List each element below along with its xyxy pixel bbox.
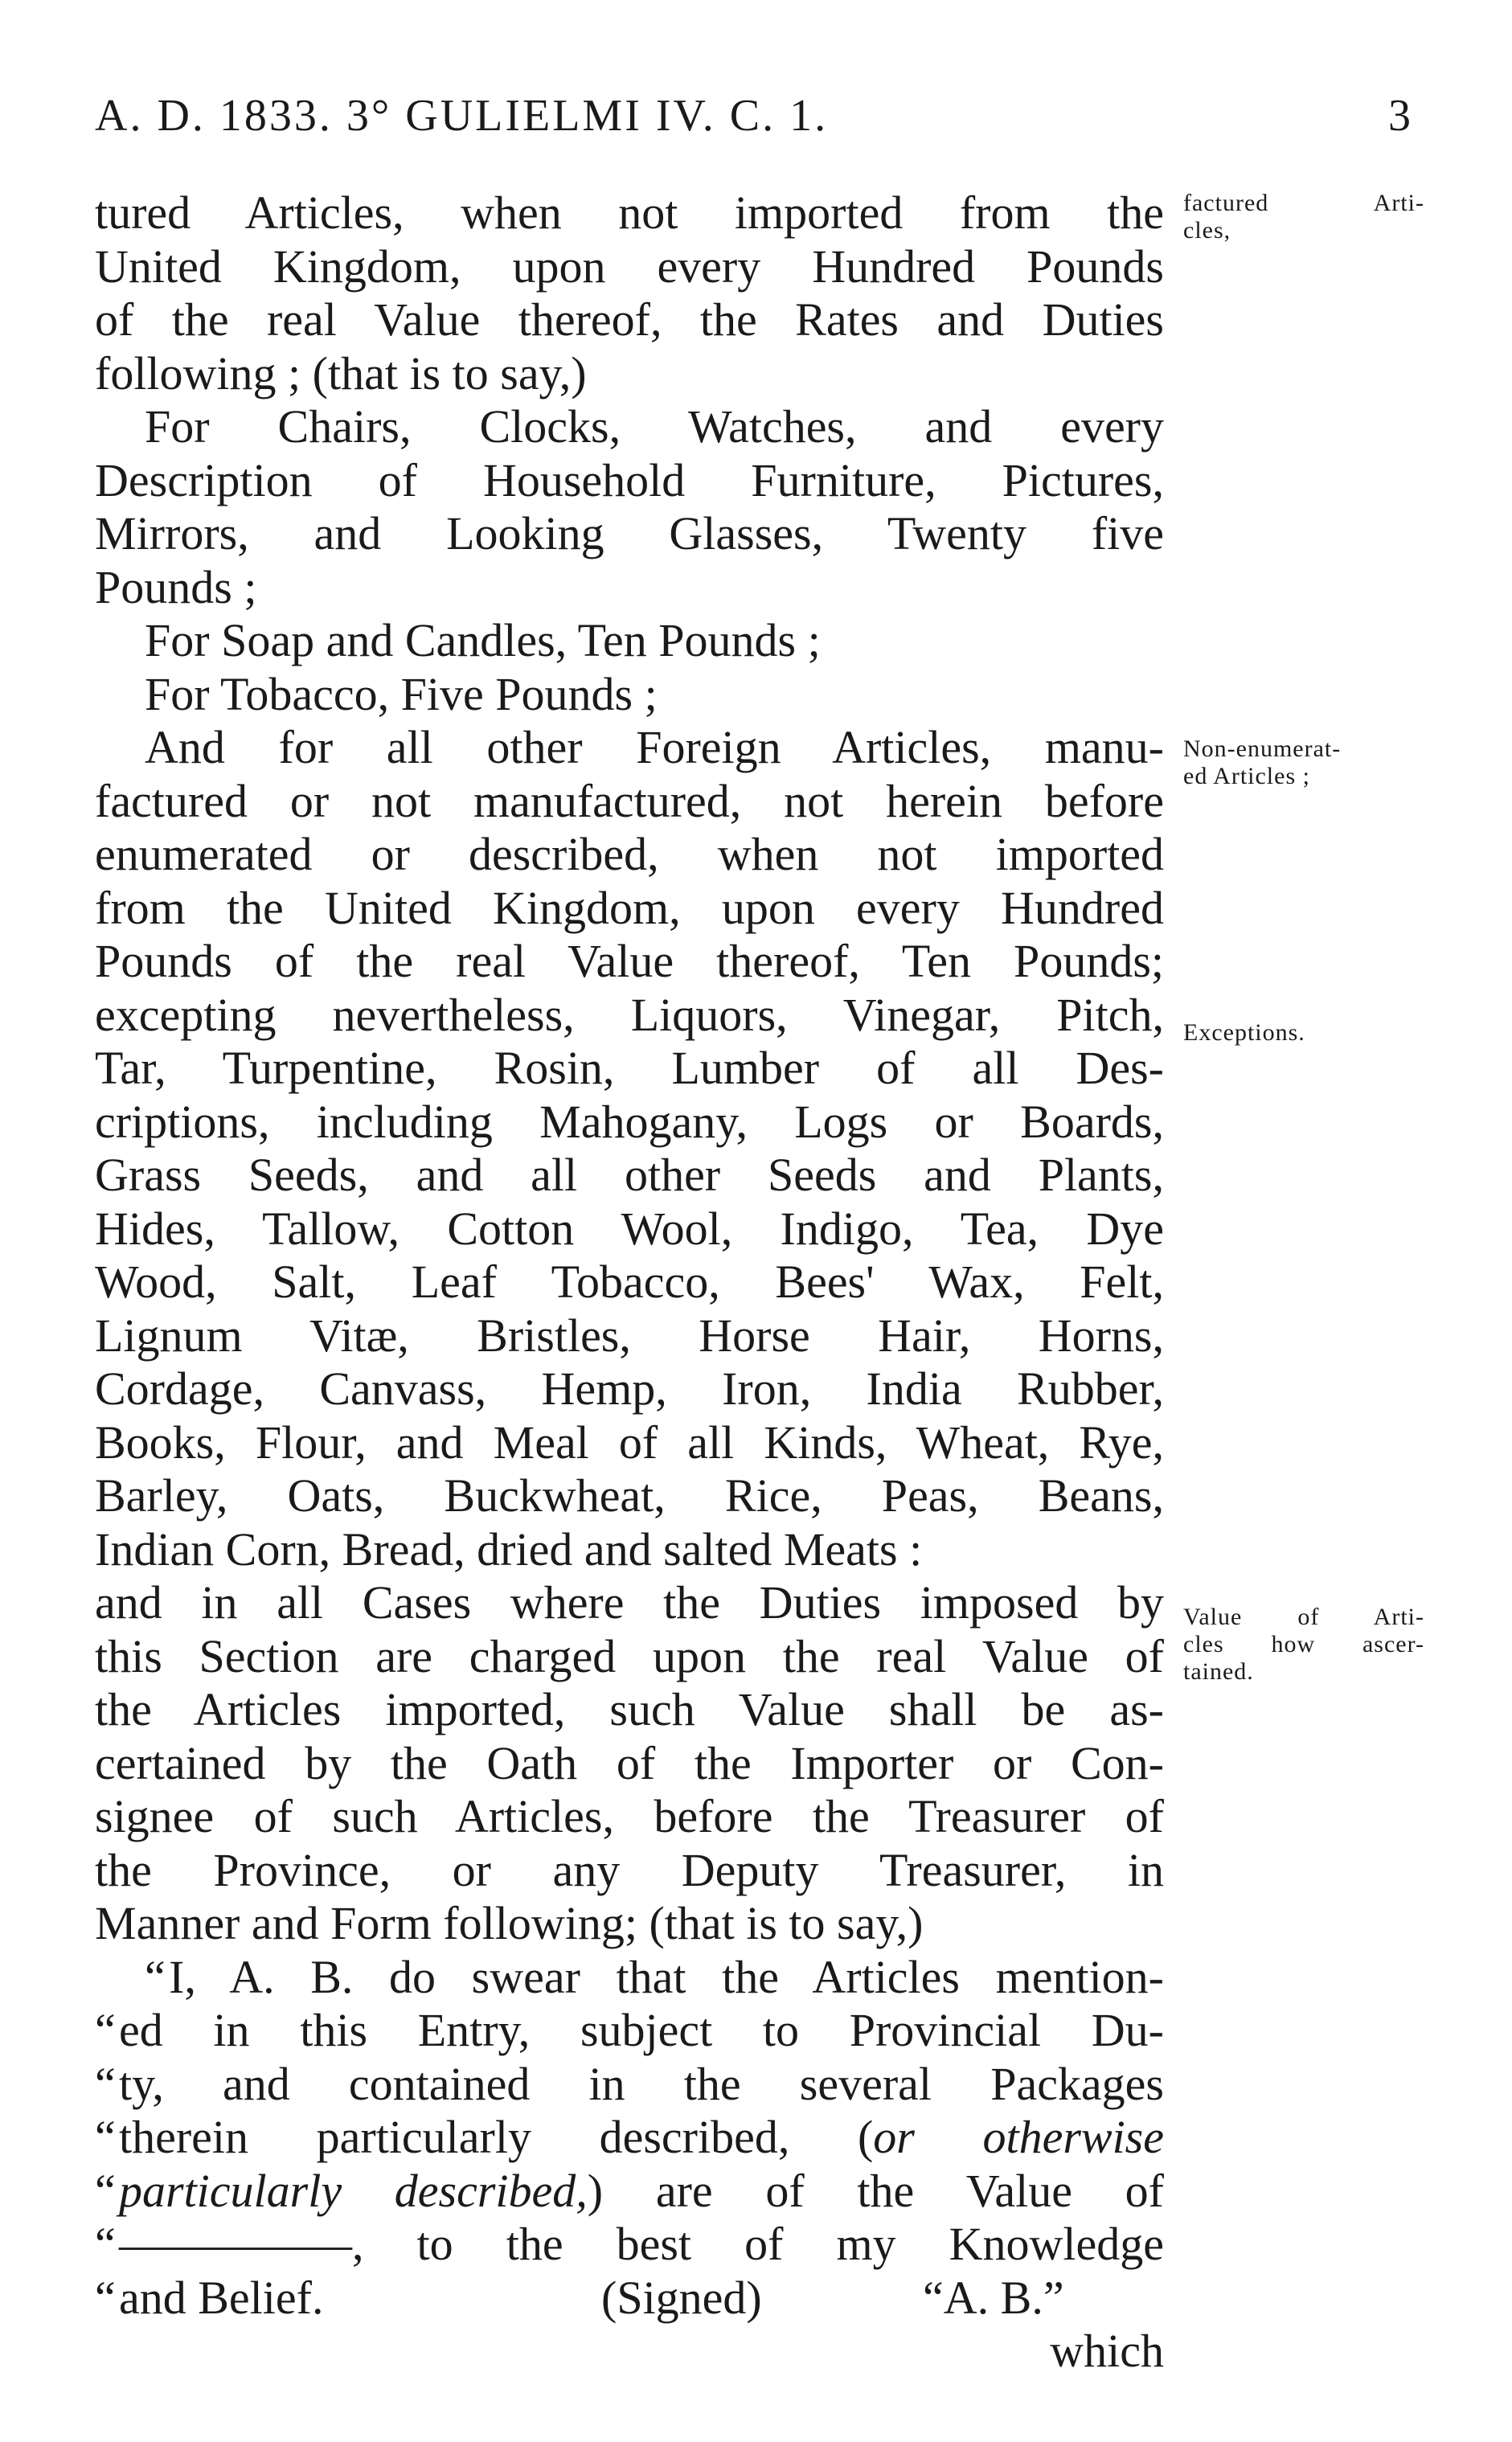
body-line-1: tured Articles, when not imported from the xyxy=(95,186,1164,239)
body-line-6: Description of Household Furniture, Pictures, xyxy=(95,453,1164,506)
body-line-20: Hides, Tallow, Cotton Wool, Indigo, Tea, Dye xyxy=(95,1202,1164,1255)
body-line-7: Mirrors, and Looking Glasses, Twenty five xyxy=(95,507,1164,559)
body-line-17: Tar, Turpentine, Rosin, Lumber of all Des- xyxy=(95,1042,1164,1094)
margin-note-line: tained. xyxy=(1183,1658,1254,1685)
oath-line-5 xyxy=(95,2165,1164,2219)
margin-note-non-enumerated xyxy=(1183,735,1424,790)
open-quote: “ xyxy=(95,2271,116,2324)
margin-note-line: cles how ascer- xyxy=(1183,1631,1424,1657)
page-number: 3 xyxy=(1388,91,1413,141)
margin-note-line: Exceptions. xyxy=(1183,1019,1305,1046)
oath-text-3: ty, and contained in the several Packages xyxy=(119,2057,1164,2110)
body-line-9: For Soap and Candles, Ten Pounds ; xyxy=(145,614,821,666)
oath-text-4a: therein particularly described, ( xyxy=(119,2111,874,2163)
oath-text-6: —————, to the best of my Knowledge xyxy=(119,2218,1164,2270)
body-line-30: certained by the Oath of the Importer or Con- xyxy=(95,1736,1164,1789)
margin-note-line: ed Articles ; xyxy=(1183,763,1310,789)
open-quote: “ xyxy=(95,2218,116,2270)
oath-line-7 xyxy=(95,2272,1164,2325)
oath-text-5b: ) are of the Value of xyxy=(587,2164,1164,2217)
body-line-27: and in all Cases where the Duties imposed by xyxy=(95,1576,1164,1629)
open-quote: “ xyxy=(95,2004,116,2056)
oath-line-2 xyxy=(95,2004,1164,2058)
oath-line-4 xyxy=(95,2111,1164,2165)
oath-text-7: and Belief. xyxy=(119,2271,324,2324)
running-title: A. D. 1833. 3° GULIELMI IV. C. 1. xyxy=(95,91,829,141)
signed-label: (Signed) xyxy=(601,2271,762,2324)
margin-note-factured-articles xyxy=(1183,190,1424,244)
body-line-28: this Section are charged upon the real Value of xyxy=(95,1629,1164,1682)
body-line-25: Barley, Oats, Buckwheat, Rice, Peas, Beans, xyxy=(95,1469,1164,1522)
open-quote: “ xyxy=(95,2111,116,2163)
margin-note-value-ascertained xyxy=(1183,1604,1424,1686)
body-line-19: Grass Seeds, and all other Seeds and Plants, xyxy=(95,1149,1164,1201)
body-line-29: the Articles imported, such Value shall be as- xyxy=(95,1683,1164,1735)
body-line-31: signee of such Articles, before the Treasurer of xyxy=(95,1790,1164,1842)
margin-note-line: factured Arti- xyxy=(1183,190,1424,216)
body-line-24: Books, Flour, and Meal of all Kinds, Wheat, Rye, xyxy=(95,1416,1164,1469)
body-line-22: Lignum Vitæ, Bristles, Horse Hair, Horns, xyxy=(95,1309,1164,1362)
signature: “A. B.” xyxy=(923,2271,1064,2324)
oath-line-1 xyxy=(95,1951,1164,2005)
body-line-10: For Tobacco, Five Pounds ; xyxy=(145,667,658,720)
oath-text-5-italic: particularly described, xyxy=(119,2164,588,2217)
margin-note-exceptions xyxy=(1183,1019,1424,1047)
main-text-column xyxy=(95,186,1164,2378)
body-line-8: Pounds ; xyxy=(95,560,257,613)
oath-text-4-italic: or otherwise xyxy=(873,2111,1164,2163)
body-line-4: following ; (that is to say,) xyxy=(95,346,587,399)
body-line-5: For Chairs, Clocks, Watches, and every xyxy=(145,400,1164,453)
body-line-11: And for all other Foreign Articles, manu- xyxy=(145,721,1164,773)
oath-line-6 xyxy=(95,2218,1164,2272)
body-line-32: the Province, or any Deputy Treasurer, in xyxy=(95,1843,1164,1896)
body-line-13: enumerated or described, when not imported xyxy=(95,828,1164,880)
body-line-14: from the United Kingdom, upon every Hundred xyxy=(95,881,1164,934)
open-quote: “ xyxy=(95,2164,116,2217)
body-line-2: United Kingdom, upon every Hundred Pounds xyxy=(95,240,1164,293)
catchword: which xyxy=(1050,2325,1164,2377)
body-line-3: of the real Value thereof, the Rates and Duties xyxy=(95,293,1164,346)
body-line-12: factured or not manufactured, not herein before xyxy=(95,774,1164,827)
margin-note-line: Value of Arti- xyxy=(1183,1604,1424,1630)
open-quote: “ xyxy=(95,2057,116,2110)
running-header xyxy=(95,90,1413,146)
body-line-15: Pounds of the real Value thereof, Ten Pounds; xyxy=(95,935,1164,987)
margin-note-line: cles, xyxy=(1183,217,1231,244)
body-line-33: Manner and Form following; (that is to say,) xyxy=(95,1897,924,1949)
body-line-18: criptions, including Mahogany, Logs or Boards, xyxy=(95,1095,1164,1148)
body-line-16: excepting nevertheless, Liquors, Vinegar, Pitch, xyxy=(95,988,1164,1041)
oath-text-1: I, A. B. do swear that the Articles mention- xyxy=(169,1950,1164,2003)
body-line-23: Cordage, Canvass, Hemp, Iron, India Rubber, xyxy=(95,1362,1164,1415)
oath-text-2: ed in this Entry, subject to Provincial Du- xyxy=(119,2004,1164,2056)
oath-line-3 xyxy=(95,2058,1164,2112)
open-quote: “ xyxy=(145,1950,166,2003)
body-line-21: Wood, Salt, Leaf Tobacco, Bees' Wax, Felt, xyxy=(95,1256,1164,1308)
body-line-26: Indian Corn, Bread, dried and salted Meats : xyxy=(95,1522,923,1575)
margin-note-line: Non-enumerat- xyxy=(1183,735,1342,762)
